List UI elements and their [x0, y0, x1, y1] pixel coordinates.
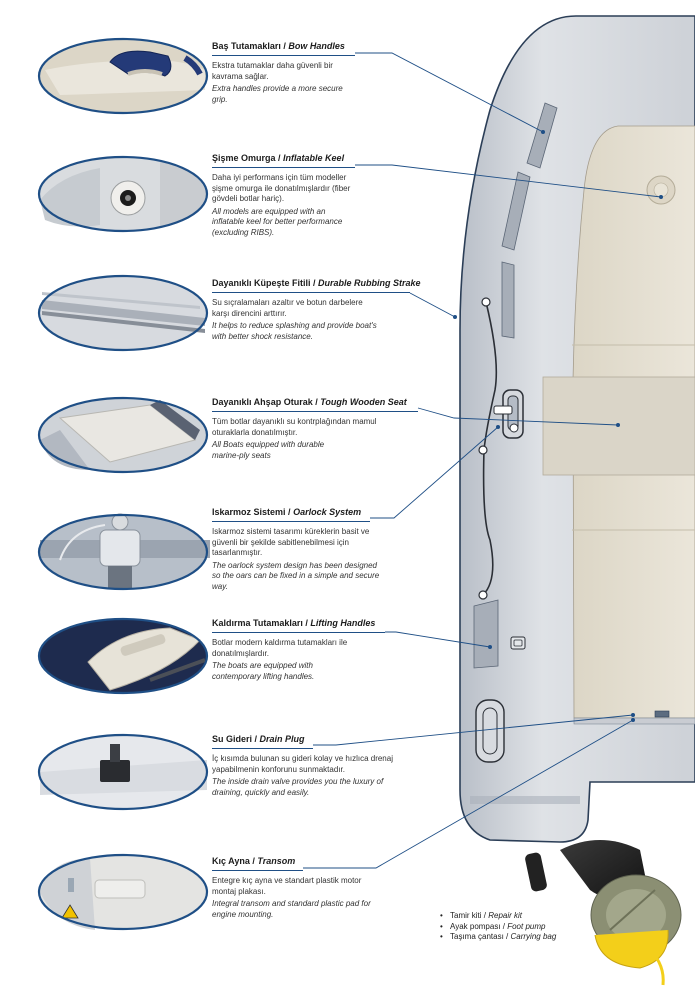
feature-desc-tr: Tüm botlar dayanıklı su kontrplağından mamul oturaklarla donatılmıştır.	[212, 417, 377, 437]
feature-desc-tr: Botlar modern kaldırma tutamakları ile donatılmışlardır.	[212, 638, 348, 658]
feature-desc-en: Extra handles provide a more secure grip.	[212, 84, 343, 104]
drain-plug	[655, 711, 669, 717]
keel-valve	[647, 176, 675, 204]
feature-desc-en: The oarlock system design has been designed so the oars can be fixed in a simple and secure way.	[212, 560, 380, 591]
accessories-list	[440, 911, 640, 943]
feature-desc-tr: Iskarmoz sistemi tasarımı küreklerin basit ve güvenli bir şekilde sabitlenebilmesi için tasarlanmıştır.	[212, 527, 370, 557]
feature-title: Baş Tutamakları / Bow Handles	[212, 41, 355, 56]
photo-lifting-handles	[39, 619, 207, 693]
feature-desc-en: The inside drain valve provides you the luxury of draining, quickly and easily.	[212, 777, 384, 797]
photo-wooden-seat	[39, 398, 207, 472]
feature-title: Iskarmoz Sistemi / Oarlock System	[212, 507, 370, 522]
feature-wooden-seat	[212, 397, 418, 461]
feature-bow-handles	[212, 41, 355, 105]
feature-rubbing-strake	[212, 278, 421, 342]
feature-desc-tr: Su sıçralamaları azaltır ve botun darbelere karşı direncini arttırır.	[212, 298, 363, 318]
feature-inflatable-keel	[212, 153, 355, 238]
list-item: • Ayak pompası / Foot pump	[440, 921, 546, 931]
feature-desc-tr: İç kısımda bulunan su gideri kolay ve hızlıca drenaj yapabilmenin konforunu sunmaktadır.	[212, 754, 393, 774]
transom-handle	[476, 700, 504, 762]
feature-transom	[212, 856, 371, 920]
feature-desc-tr: Daha iyi performans için tüm modeller şişme omurga ile donatılmışlardır (fiber gövdeli botlar hariç).	[212, 173, 351, 203]
feature-desc-en: All Boats equipped with durable marine-ply seats	[212, 440, 325, 460]
list-item: • Taşıma çantası / Carrying bag	[440, 932, 557, 941]
list-item: • Tamir kiti / Repair kit	[440, 911, 523, 920]
photo-transom	[39, 855, 207, 930]
feature-drain-plug	[212, 734, 393, 798]
feature-title: Dayanıklı Küpeşte Fitili / Durable Rubbing Strake	[212, 278, 410, 293]
photo-drain-plug	[39, 735, 207, 809]
feature-lifting-handles	[212, 618, 385, 682]
photo-bow-handles	[39, 39, 207, 113]
photo-inflatable-keel	[39, 157, 207, 231]
feature-title: Dayanıklı Ahşap Oturak / Tough Wooden Seat	[212, 397, 418, 412]
feature-desc-tr: Ekstra tutamaklar daha güvenli bir kavrama sağlar.	[212, 61, 333, 81]
feature-desc-tr: Entegre kıç ayna ve standart plastik motor montaj plakası.	[212, 876, 362, 896]
feature-title: Şişme Omurga / Inflatable Keel	[212, 153, 355, 168]
feature-desc-en: It helps to reduce splashing and provide boat's with better shock resistance.	[212, 321, 377, 341]
feature-desc-en: All models are equipped with an inflatable keel for better performance (excluding RIBS).	[212, 206, 343, 237]
feature-desc-en: The boats are equipped with contemporary lifting handles.	[212, 661, 315, 681]
feature-title: Su Gideri / Drain Plug	[212, 734, 313, 749]
photo-oarlock	[39, 514, 210, 589]
photo-rubbing-strake	[39, 276, 207, 350]
feature-desc-en: Integral transom and standard plastic pad for engine mounting.	[212, 899, 371, 919]
feature-title: Kıç Ayna / Transom	[212, 856, 303, 871]
feature-oarlock-system	[212, 507, 380, 592]
feature-title: Kaldırma Tutamakları / Lifting Handles	[212, 618, 385, 633]
